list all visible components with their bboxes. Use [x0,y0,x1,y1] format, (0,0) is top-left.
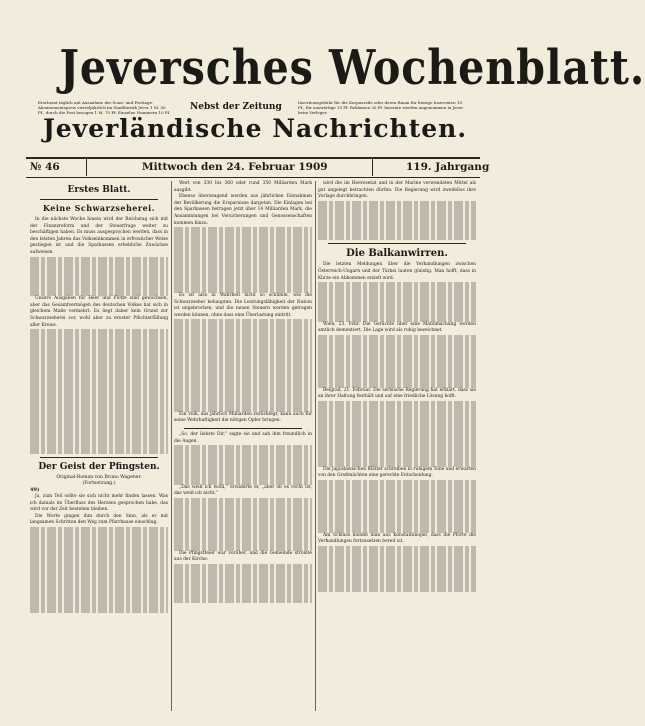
divider [40,457,158,458]
column-3 [318,181,476,592]
feuilleton-title: Der Geist der Pfingsten. [38,462,160,473]
dialogue-paragraph: Die Pfingstfeier war vorüber, und die Gemeinde strömte aus der Kirche. [174,550,312,563]
issue-divider-left [86,159,87,176]
article-paragraph: Belgrad, 21. Februar. Die serbische Regierung hat erklärt, dass sie an ihrer Haltung festhält und auf eine friedliche Lösung hofft. [318,387,476,400]
article-paragraph: Wien, 23. Febr. Die Gerüchte über eine Mobilmachung werden amtlich dementiert. Die Lage wird als ruhig bezeichnet. [318,321,476,334]
article-paragraph: Ja, zum Teil sollte sie sich nicht mehr finden lassen. Was ich damals im Überfluss des Herzens gesprochen habe, das wird vor der Zeit bestehen bleiben. [30,493,168,513]
instalment-number: 49) [30,487,40,494]
article-paragraph: Ebenso überzeugend werden aus jährlichen Einnahmen der Bevölkerung die Ersparnisse dargetan. Die Einlagen bei den Sparkassen betragen jetzt über 14 Milliarden Mark, die Ansammlungen bei Versicherungen und Genossenschaften kommen hinzu. [174,194,312,226]
issue-date: Mittwoch den 24. Februar 1909 [142,161,328,173]
nebst-der-zeitung: Nebst der Zeitung [190,102,282,112]
header-rule-bottom [26,177,480,178]
article-paragraph: Wert von 330 bis 360 oder rund 350 Milliarden Mark ausgibt. [174,181,312,193]
issue-year: 119. Jahrgang [406,161,490,173]
article-paragraph: Die letzten Meldungen über die Verhandlungen zwischen Österreich-Ungarn und der Türkei lauten günstig. Man hofft, dass in Kürze ein Abkommen erzielt wird. [318,262,476,281]
column-1 [30,181,168,613]
section-heading: Erstes Blatt. [67,185,131,195]
divider [184,428,302,429]
article-paragraph: In die nächste Woche hinein wird der Reichstag sich mit der Finanzreform und der Steuerfrage weiter zu beschäftigen haben. Es muss ausgesprochen werden, dass in den letzten Jahren das Volkseinkommen in erfreulicher Weise gestiegen ist und die Sparkassen erhebliche Zuwächse aufweisen. [30,217,168,255]
issue-number: № 46 [30,161,60,173]
subscription-notice: Erscheint täglich mit Ausnahme der Sonn- und Festtage. Abonnementspreis vierteljährlich im Stadtbezirk Jever 1 M. 50 Pf., durch die Post bezogen 1 M. 75 Pf. Einzelne Nummern 10 Pf. [38,100,171,116]
article-paragraph: Ein Volk, das jährlich Milliarden zurücklegt, kann auch für seine Wehrhaftigkeit die nötigen Opfer bringen. [174,411,312,424]
masthead-title: Jeversches Wochenblatt. [59,40,645,96]
dialogue-paragraph: „So, der liebste Dir,“ sagte sie und sah ihm freundlich in die Augen. [174,431,312,444]
article-paragraph: Die jugoslawischen Blätter schreiben in ruhigem Tone und erwarten von den Großmächten eine gerechte Entscheidung. [318,466,476,479]
issue-info-bar [26,159,490,176]
issue-divider-right [372,159,373,176]
advertising-notice: Insertionsgebühr für die Korpuszeile oder deren Raum für hiesige Inserenten 10 Pf., für auswärtige 15 Pf. Reklamen 30 Pf. Inserate werden angenommen in Jever beim Verleger. [298,100,464,116]
article-paragraph: Die Worte gingen ihm durch den Sinn, als er mit langsamen Schritten den Weg zum Pfarrhause einschlug. [30,513,168,526]
article-title: Keine Schwarzseherei. [42,203,156,213]
article-paragraph: Am Schluss meldet man aus Konstantinopel, dass die Pforte die Verhandlungen fortzusetzen bereit ist. [318,532,476,545]
feuilleton-continuation: (Fortsetzung.) [82,481,116,487]
article-paragraph: wird die im Heeresetat und in der Marine verwendeten Mittel als gut angelegt betrachten dürfen. Die Regierung wird zweifellos ihre Vorlage durchbringen. [318,181,476,200]
section-heading: Die Balkanwirren. [346,248,448,260]
dialogue-paragraph: „Das weiß ich wohl,“ erwiderte er, „aber ob es recht ist, das weiß ich nicht.“ [174,484,312,497]
divider [40,199,158,200]
article-paragraph: Es ist also in Wahrheit nicht so schlimm, wie die Schwarzseher behaupten. Die Leistungsfähigkeit der Nation ist ungebrochen, und die neuen Steuern werden getragen werden können, ohne dass eine Überlastung eintritt. [174,293,312,318]
divider [328,243,466,244]
column-rule [171,181,172,711]
column-rule [315,181,316,711]
article-paragraph: Unsere Ausgaben für Heer und Flotte sind gewachsen, aber das Gesamtvermögen des deutschen Volkes hat sich in gleichem Maße vermehrt. Es liegt daher kein Grund zur Schwarzseherei vor, wohl aber zu ernster Pflichterfüllung aller Kreise. [30,296,168,328]
column-2 [174,181,312,603]
masthead-subtitle: Jeverländische Nachrichten. [42,114,468,143]
feuilleton-byline: Original-Roman von Bruno Wagener. [56,475,142,481]
